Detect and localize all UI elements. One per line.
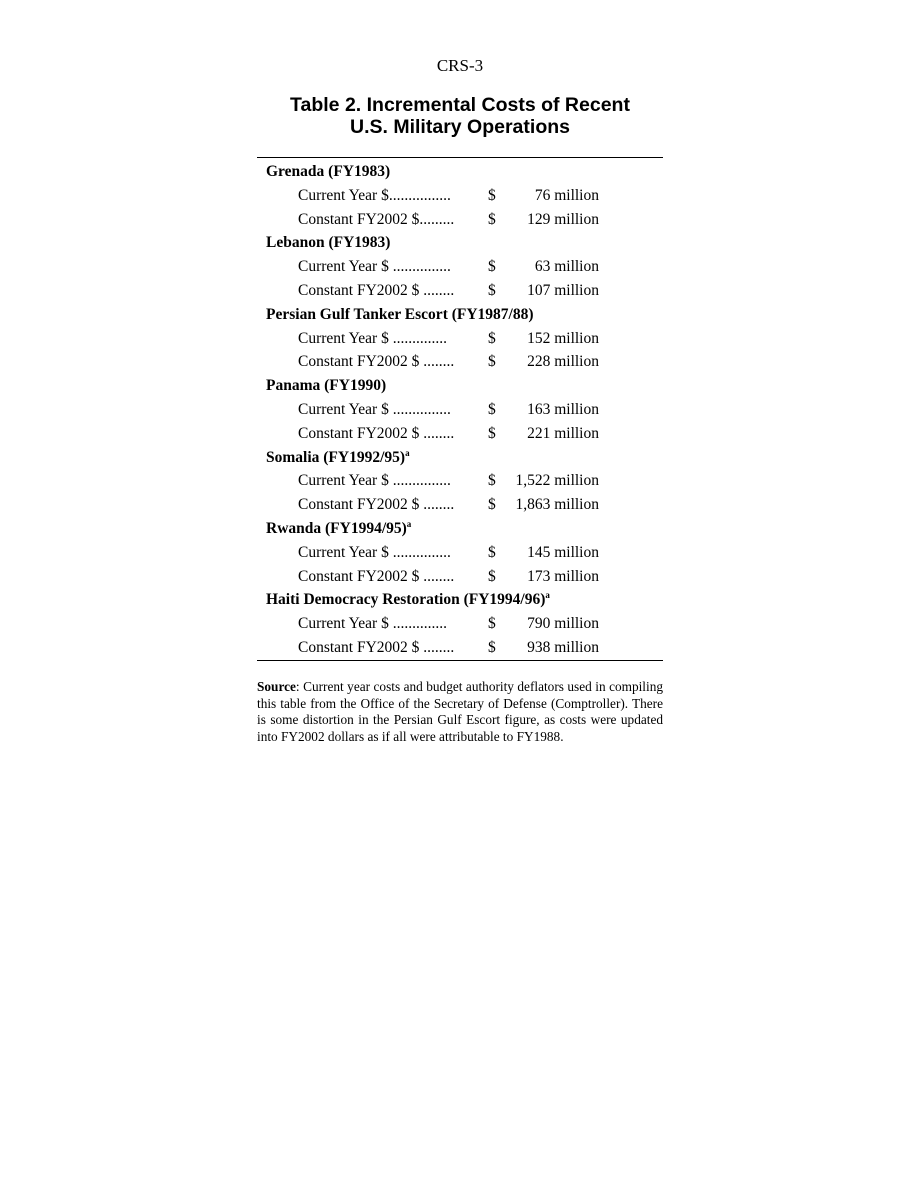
cost-row-currency: $ <box>488 638 496 656</box>
operation-group-title <box>257 374 663 398</box>
cost-row <box>257 350 663 374</box>
cost-row-currency: $ <box>488 329 496 347</box>
cost-row-value: 228 million <box>527 353 599 371</box>
cost-row-label: Constant FY2002 $ ........ <box>298 353 455 371</box>
cost-row <box>257 255 663 279</box>
operation-name: Haiti Democracy Restoration (FY1994/96) <box>266 591 546 609</box>
source-note-text: : Current year costs and budget authority deflators used in compiling this table from the Office of the Secretary of Defense (Comptroller). There is some distortion in the Persian Gulf Escort figure, as costs were updated into FY2002 dollars as if all were attributable to FY1988. <box>257 679 663 745</box>
cost-row-label: Constant FY2002 $ ........ <box>298 496 455 514</box>
cost-row-currency: $ <box>488 400 496 418</box>
operation-group-title <box>257 303 663 327</box>
cost-row-currency: $ <box>488 424 496 442</box>
cost-row-currency: $ <box>488 567 496 585</box>
table-title <box>257 94 663 138</box>
cost-row-label: Current Year $................ <box>298 186 451 204</box>
cost-row-label: Current Year $ ............... <box>298 472 451 490</box>
operation-name: Somalia (FY1992/95) <box>266 448 406 466</box>
cost-row-label: Current Year $ ............... <box>298 400 451 418</box>
operation-name: Panama (FY1990) <box>266 377 387 395</box>
cost-row-currency: $ <box>488 353 496 371</box>
cost-row-label: Constant FY2002 $ ........ <box>298 638 455 656</box>
cost-row <box>257 398 663 422</box>
cost-row-value: 163 million <box>527 400 599 418</box>
operation-name: Grenada (FY1983) <box>266 163 391 180</box>
cost-row <box>257 279 663 303</box>
cost-row-currency: $ <box>488 615 496 633</box>
cost-row <box>257 493 663 517</box>
cost-row-value: 107 million <box>527 281 599 299</box>
cost-row-currency: $ <box>488 210 496 228</box>
cost-row <box>257 636 663 660</box>
cost-row <box>257 422 663 446</box>
cost-row-value: 63 million <box>534 258 599 276</box>
operation-group-title <box>257 160 663 184</box>
cost-table <box>257 157 663 661</box>
cost-row-label: Constant FY2002 $ ........ <box>298 424 455 442</box>
source-note-label: Source <box>257 679 296 694</box>
cost-row-value: 938 million <box>527 638 599 656</box>
footnote-marker: a <box>406 518 412 529</box>
cost-row-currency: $ <box>488 496 496 514</box>
cost-row-currency: $ <box>488 258 496 276</box>
operation-name: Lebanon (FY1983) <box>266 234 391 252</box>
cost-row-label: Constant FY2002 $......... <box>298 210 455 228</box>
cost-row-value: 1,863 million <box>515 496 599 514</box>
cost-row-value: 129 million <box>527 210 599 228</box>
operation-group-title <box>257 588 663 612</box>
cost-row <box>257 612 663 636</box>
source-note <box>257 679 663 746</box>
cost-row <box>257 541 663 565</box>
cost-row-value: 145 million <box>527 543 599 561</box>
cost-row <box>257 208 663 232</box>
cost-row-label: Constant FY2002 $ ........ <box>298 567 455 585</box>
operation-name: Rwanda (FY1994/95) <box>266 519 407 537</box>
cost-row-value: 152 million <box>527 329 599 347</box>
cost-row <box>257 184 663 208</box>
cost-row-value: 221 million <box>527 424 599 442</box>
page-number-header: CRS-3 <box>436 56 484 75</box>
cost-row-currency: $ <box>488 543 496 561</box>
cost-row-value: 76 million <box>534 186 599 204</box>
cost-row-label: Current Year $ .............. <box>298 329 447 347</box>
footnote-marker: a <box>405 447 410 458</box>
cost-row-label: Constant FY2002 $ ........ <box>298 281 455 299</box>
table-title-line-1: Table 2. Incremental Costs of Recent <box>290 94 630 116</box>
cost-row-currency: $ <box>488 186 496 204</box>
cost-row-currency: $ <box>488 281 496 299</box>
footnote-marker: a <box>545 590 550 601</box>
cost-row-value: 173 million <box>527 567 599 585</box>
cost-row <box>257 327 663 351</box>
cost-row-label: Current Year $ ............... <box>298 258 451 276</box>
cost-row-label: Current Year $ ............... <box>298 543 451 561</box>
cost-row-value: 790 million <box>527 615 599 633</box>
operation-name: Persian Gulf Tanker Escort (FY1987/88) <box>266 305 534 323</box>
operation-group-title <box>257 446 663 470</box>
cost-row-value: 1,522 million <box>515 472 599 490</box>
cost-row <box>257 565 663 589</box>
table-title-line-2: U.S. Military Operations <box>350 116 570 138</box>
cost-row <box>257 469 663 493</box>
operation-group-title <box>257 231 663 255</box>
operation-group-title <box>257 517 663 541</box>
cost-row-label: Current Year $ .............. <box>298 615 447 633</box>
cost-row-currency: $ <box>488 472 496 490</box>
